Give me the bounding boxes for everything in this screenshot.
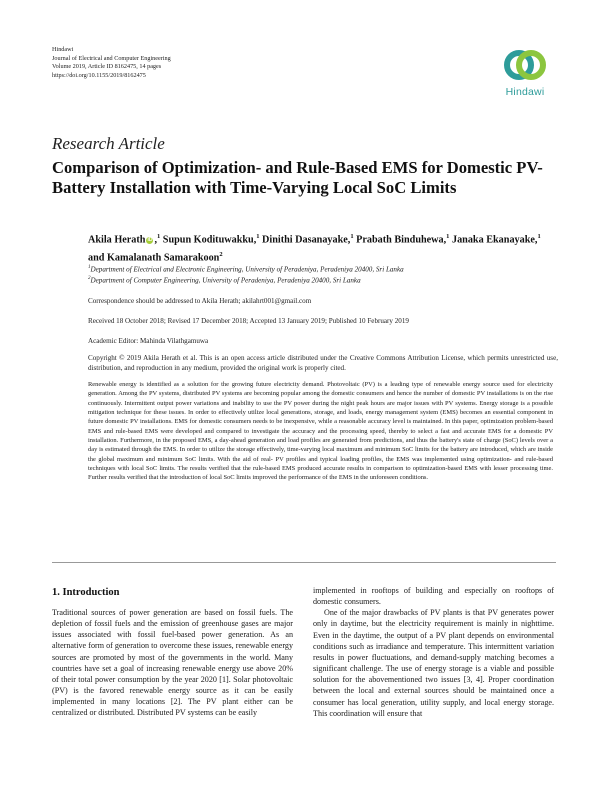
hindawi-logo-icon	[501, 45, 549, 85]
paragraph: Traditional sources of power generation are based on fossil fuels. The depletion of fossil fuels and the emission of greenhouse gases are major issues associated with fossil fuel-based power generation. As an alternative form of generation to overcome these issues, renewable energy sources are promoted by most of the governments in the world. Many countries have set a goal of increasing renewable energy use above 20% of their total power consumption by the year 2020 [1]. Solar photovoltaic (PV) is the favored renewable energy source as it can be easily implemented in many locations [2]. The PV plant either can be centralized or distributed. Distributed PV systems can be easily	[52, 608, 293, 718]
affiliation-marker: 2	[88, 276, 91, 282]
affiliation-marker: 1	[537, 233, 541, 240]
abstract: Renewable energy is identified as a solution for the growing future electricity demand. Photovoltaic (PV) is a leading type of renewable energy source used for electricity generation. Among the PV systems, distributed PV systems are becoming popular among the domestic consumers and hence the number of domestic PV installations is on the rise continuously. Intermittent output power variations and inability to use the PV power during the night peak hours are major issues with PV systems. Energy storage is a possible mitigation technique for these issues. In order to effectively utilize local generations, storage, and loads, energy management system (EMS) becomes an essential component in future domestic PV installations. EMS for domestic consumers needs to be inexpensive, while a reasonable accuracy level is maintained. In this paper, optimization problem-based EMS and rule-based EMS were developed and compared to investigate the accuracy and the processing speed, thereby to select a fast and accurate EMS for a domestic PV installation. Furthermore, in the proposed EMS, a day-ahead generation and load profiles are generated from predictions, and thus the battery's state of charge (SoC) levels over a day is estimated through the EMS. In order to utilize the storage effectively, time-varying local maximum and minimum SoC limits for the battery are introduced, which are inside the global maximum and minimum SoC limits. With the aid of real- PV profiles and typical loading profiles, the EMS was implemented using optimization- and rule-based techniques with local SoC limits. The results verified that the rule-based EMS produced accurate results in comparison to optimization-based EMS with lesser processing time. Further results verified that the introduction of local SoC limits improved the performance of the EMS in the unforeseen conditions.	[88, 381, 553, 482]
copyright-notice: Copyright © 2019 Akila Herath et al. This is an open access article distributed under the Creative Commons Attribution License, which permits unrestricted use, distribution, and reproduction in any medium, provided the original work is properly cited.	[88, 354, 558, 372]
publisher-name: Hindawi	[52, 46, 74, 53]
affiliation-marker: 1	[256, 233, 260, 240]
affiliation-marker: 1	[88, 265, 91, 270]
section-divider	[52, 562, 556, 563]
author-name: Supun Kodituwakku,	[162, 234, 257, 246]
affiliation-line	[88, 274, 558, 285]
journal-info	[52, 46, 171, 80]
affiliation-marker: 1	[350, 233, 354, 240]
affiliation-marker: 1	[446, 233, 450, 240]
academic-editor: Academic Editor: Mahinda Vilathgamuwa	[88, 337, 209, 345]
paper-title: Comparison of Optimization- and Rule-Based EMS for Domestic PV-Battery Installation with Time-Varying Local SoC Limits	[52, 158, 543, 197]
affiliation-line	[88, 263, 558, 274]
author-list: Akila Herath iD ,$^1$ Supun Kodituwakku,$^1$ Dinithi Dasanayake,$^1$ Prabath Binduhewa,$^1$ Janaka Ekanayake,$^1$ and Kamalanath Samarakoon$^2$	[88, 233, 541, 264]
doi-link[interactable]: https://doi.org/10.1155/2019/8162475	[52, 71, 146, 79]
affiliations	[88, 263, 558, 286]
author-name: and Kamalanath Samarakoon	[88, 252, 220, 264]
affiliation-text: Department of Electrical and Electronic Engineering, University of Peradeniya, Peradeniya 20400, Sri Lanka	[90, 265, 404, 274]
author-name: Janaka Ekanayake,	[451, 234, 538, 246]
paragraph: implemented in rooftops of building and especially on rooftops of domestic consumers.	[313, 586, 554, 607]
paragraph: One of the major drawbacks of PV plants is that PV generates power only in daytime, but the electricity requirement is mainly in nighttime. Even in the daytime, the output of a PV plant depends on environmental conditions such as irradiance and temperature. This intermittent variation results in power fluctuations, and demand-supply matching becomes a significant challenge. The use of energy storage is a viable and possible solution for the abovementioned two issues [3, 4]. Proper coordination between the local and external sources should be maintained once a consumer has local generation, utility supply, and local energy storage. This coordination will ensure that	[313, 608, 554, 718]
hindawi-logo	[494, 45, 556, 107]
section-heading: 1. Introduction	[52, 587, 120, 598]
article-type: Research Article	[52, 134, 165, 153]
author-name: Prabath Binduhewa,	[356, 234, 447, 246]
author-name: Dinithi Dasanayake,	[262, 234, 351, 246]
author-name: Akila Herath	[88, 234, 146, 246]
hindawi-logo-text: Hindawi	[505, 86, 545, 98]
volume-line: Volume 2019, Article ID 8162475, 14 pages	[52, 63, 162, 71]
affiliation-marker: 1	[157, 233, 161, 240]
journal-name: Journal of Electrical and Computer Engineering	[52, 54, 171, 62]
publication-dates: Received 18 October 2018; Revised 17 December 2018; Accepted 13 January 2019; Published 10 February 2019	[88, 317, 409, 325]
body-column-left	[52, 607, 293, 719]
affiliation-text: Department of Computer Engineering, University of Peradeniya, Peradeniya 20400, Sri Lanka	[90, 276, 361, 285]
body-column-right	[313, 585, 554, 719]
orcid-icon[interactable]: iD	[147, 237, 153, 244]
affiliation-marker: 2	[219, 251, 223, 259]
correspondence: Correspondence should be addressed to Akila Herath; akilahrt001@gmail.com	[88, 297, 312, 305]
